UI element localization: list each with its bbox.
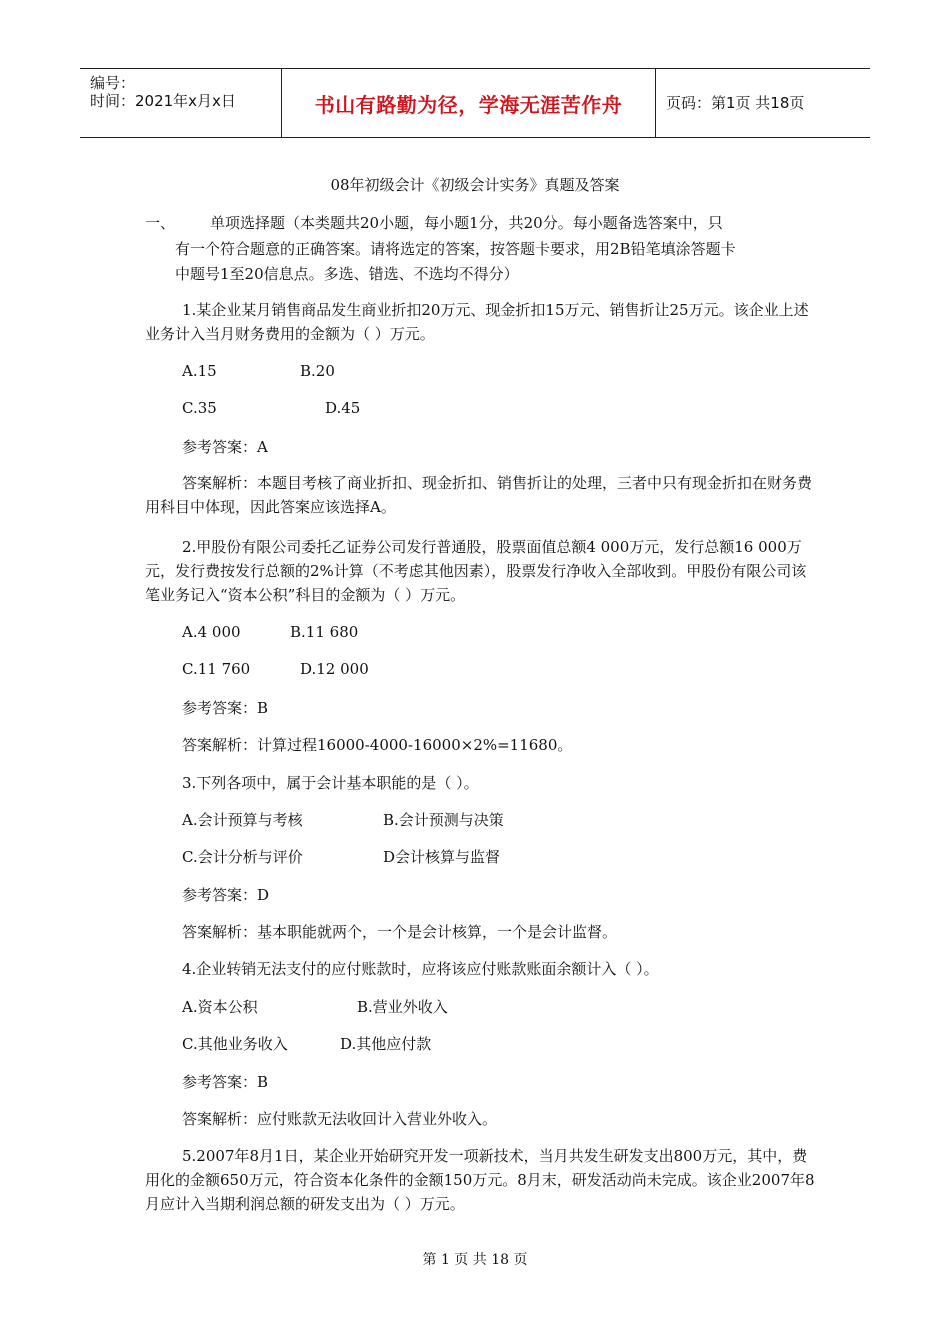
section-line-3: 中题号1至20信息点。多选、错选、不选均不得分） <box>175 265 519 283</box>
header-page-cell <box>656 69 870 137</box>
q1-option-d: D.45 <box>325 399 361 417</box>
q3-option-d: D会计核算与监督 <box>383 848 501 866</box>
q2-option-a: A.4 000 <box>182 623 241 641</box>
q1-option-c: C.35 <box>182 399 217 417</box>
q4-option-c: C.其他业务收入 <box>182 1035 288 1053</box>
section-number: 一、 <box>145 214 176 232</box>
question-4-stem: 4.企业转销无法支付的应付账款时，应将该应付账款账面余额计入（ ）。 <box>182 960 659 978</box>
q3-answer: 参考答案：D <box>182 886 270 904</box>
q3-option-a: A.会计预算与考核 <box>182 811 303 829</box>
document-header <box>80 68 870 138</box>
date-label: 时间：2021年x月x日 <box>90 92 236 110</box>
header-motto-cell <box>281 69 656 137</box>
q2-option-c: C.11 760 <box>182 660 251 678</box>
page-footer: 第 1 页 共 18 页 <box>422 1252 528 1268</box>
q4-option-d: D.其他应付款 <box>340 1035 432 1053</box>
question-5-stem: 5.2007年8月1日，某企业开始研究开发一项新技术，当月共发生研发支出800万元，其中，费用化的金额650万元，符合资本化条件的金额150万元。8月末，研发活动尚未完成。该企业2007年8月应计入当期利润总额的研发支出为（ ）万元。 <box>145 1147 815 1213</box>
q1-analysis: 答案解析：本题目考核了商业折扣、现金折扣、销售折让的处理，三者中只有现金折扣在财务费用科目中体现，因此答案应该选择A。 <box>145 474 813 516</box>
q2-analysis: 答案解析：计算过程16000-4000-16000×2%=11680。 <box>182 736 573 754</box>
q2-answer: 参考答案：B <box>182 699 269 717</box>
q3-option-c: C.会计分析与评价 <box>182 848 303 866</box>
q1-answer: 参考答案：A <box>182 438 268 456</box>
motto: 书山有路勤为径，学海无涯苦作舟 <box>314 92 623 117</box>
q4-option-a: A.资本公积 <box>182 998 258 1016</box>
section-line-1: 单项选择题（本类题共20小题，每小题1分，共20分。每小题备选答案中，只 <box>210 214 723 232</box>
question-2-stem: 2.甲股份有限公司委托乙证券公司发行普通股，股票面值总额4 000万元，发行总额16 000万元，发行费按发行总额的2%计算（不考虑其他因素），股票发行净收入全部收到。甲股份有限公司该笔业务记入“资本公积”科目的金额为（ ）万元。 <box>145 538 807 604</box>
code-label: 编号： <box>90 74 136 92</box>
question-3-stem: 3.下列各项中，属于会计基本职能的是（ ）。 <box>182 774 479 792</box>
q2-option-d: D.12 000 <box>300 660 369 678</box>
q4-option-b: B.营业外收入 <box>357 998 448 1016</box>
q4-analysis: 答案解析：应付账款无法收回计入营业外收入。 <box>182 1110 498 1128</box>
section-line-2: 有一个符合题意的正确答案。请将选定的答案，按答题卡要求，用2B铅笔填涂答题卡 <box>175 240 736 258</box>
q1-option-b: B.20 <box>300 362 335 380</box>
document-title: 08年初级会计《初级会计实务》真题及答案 <box>330 176 620 194</box>
q1-option-a: A.15 <box>182 362 217 380</box>
q3-analysis: 答案解析：基本职能就两个，一个是会计核算，一个是会计监督。 <box>182 923 618 941</box>
q2-option-b: B.11 680 <box>290 623 359 641</box>
q3-option-b: B.会计预测与决策 <box>383 811 504 829</box>
question-1-stem: 1.某企业某月销售商品发生商业折扣20万元、现金折扣15万元、销售折让25万元。该企业上述业务计入当月财务费用的金额为（ ）万元。 <box>145 301 809 343</box>
header-meta <box>80 69 281 137</box>
page-info: 页码：第1页 共18页 <box>666 94 805 112</box>
q4-answer: 参考答案：B <box>182 1073 269 1091</box>
